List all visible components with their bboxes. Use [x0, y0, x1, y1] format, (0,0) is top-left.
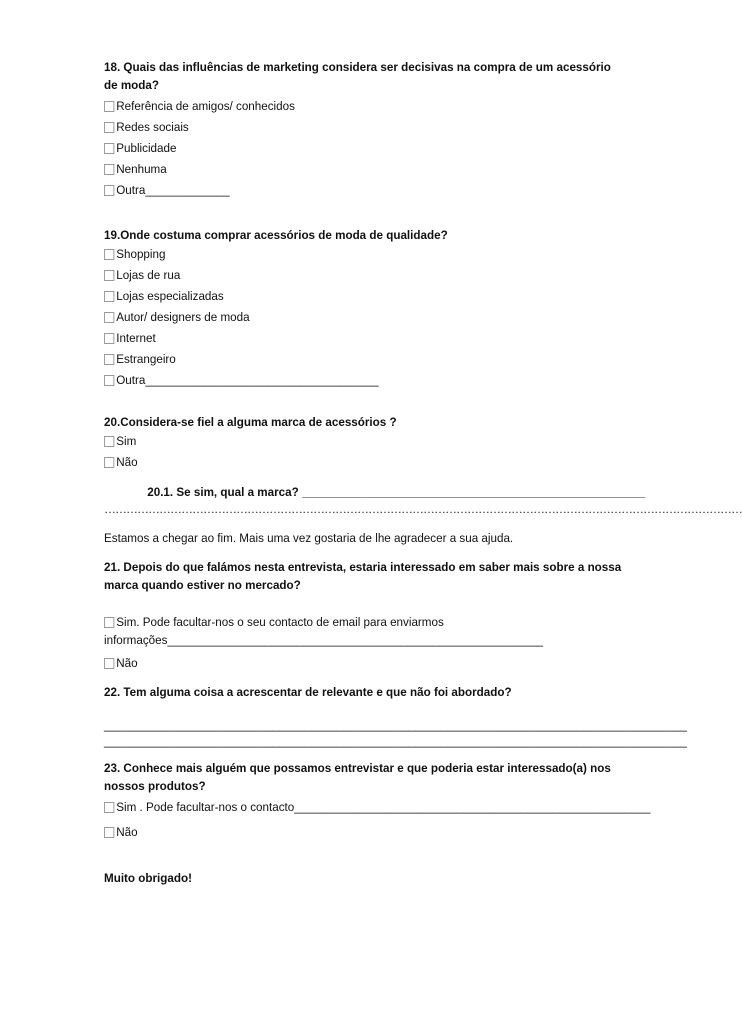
checkbox-option[interactable]: Sim . Pode facultar-nos o contacto_______________________________________________________: [104, 797, 627, 818]
checkbox-option[interactable]: Sim: [104, 431, 627, 452]
checkbox-option[interactable]: Outra____________________________________: [104, 370, 627, 391]
question-19-title: 19.Onde costuma comprar acessórios de moda de qualidade?: [104, 228, 448, 242]
checkbox-option[interactable]: Sim. Pode facultar-nos o seu contacto de email para enviarmos: [104, 614, 627, 631]
checkbox-option[interactable]: Lojas especializadas: [104, 286, 627, 307]
checkbox-option[interactable]: Não: [104, 653, 627, 674]
answer-line[interactable]: __________________________________________________________________________________________: [104, 718, 687, 732]
checkbox-icon[interactable]: [104, 375, 114, 386]
checkbox-icon[interactable]: [104, 617, 114, 628]
thanks-text: Muito obrigado!: [104, 871, 192, 885]
dotted-line: …………………………………………………………………………………………………………………………………………………………: [104, 502, 742, 516]
checkbox-icon[interactable]: [104, 270, 114, 281]
closing-note: Estamos a chegar ao fim. Mais uma vez gostaria de lhe agradecer a sua ajuda.: [104, 531, 514, 545]
checkbox-option[interactable]: Autor/ designers de moda: [104, 307, 627, 328]
question-23-title: 23. Conhece mais alguém que possamos entrevistar e que poderia estar interessado(a) nos nossos produtos?: [104, 761, 611, 793]
checkbox-icon[interactable]: [104, 291, 114, 302]
checkbox-icon[interactable]: [104, 333, 114, 344]
checkbox-icon[interactable]: [104, 122, 114, 133]
checkbox-option[interactable]: Publicidade: [104, 138, 627, 159]
checkbox-icon[interactable]: [104, 827, 114, 838]
checkbox-icon[interactable]: [104, 185, 114, 196]
question-21-title: 21. Depois do que falámos nesta entrevista, estaria interessado em saber mais sobre a nossa marca quando estiver no mercado?: [104, 560, 622, 592]
question-18-title: 18. Quais das influências de marketing considera ser decisivas na compra de um acessório de moda?: [104, 60, 611, 92]
checkbox-icon[interactable]: [104, 164, 114, 175]
checkbox-icon[interactable]: [104, 101, 114, 112]
answer-line[interactable]: __________________________________________________________________________________________: [104, 734, 687, 748]
checkbox-option[interactable]: Estrangeiro: [104, 349, 627, 370]
checkbox-option[interactable]: Referência de amigos/ conhecidos: [104, 96, 627, 117]
checkbox-icon[interactable]: [104, 249, 114, 260]
checkbox-icon[interactable]: [104, 457, 114, 468]
checkbox-icon[interactable]: [104, 436, 114, 447]
question-22-title: 22. Tem alguma coisa a acrescentar de relevante e que não foi abordado?: [104, 685, 512, 699]
checkbox-icon[interactable]: [104, 143, 114, 154]
checkbox-icon[interactable]: [104, 802, 114, 813]
checkbox-option[interactable]: Outra_____________: [104, 180, 627, 201]
checkbox-icon[interactable]: [104, 312, 114, 323]
checkbox-option[interactable]: Lojas de rua: [104, 265, 627, 286]
question-20-title: 20.Considera-se fiel a alguma marca de acessórios ?: [104, 415, 397, 429]
checkbox-icon[interactable]: [104, 354, 114, 365]
checkbox-option[interactable]: Não: [104, 822, 627, 843]
checkbox-option[interactable]: Shopping: [104, 244, 627, 265]
questionnaire-page: [104, 58, 742, 887]
question-20-1-brand-field[interactable]: 20.1. Se sim, qual a marca? _____________________________________________________: [147, 485, 646, 499]
checkbox-option[interactable]: Internet: [104, 328, 627, 349]
checkbox-option[interactable]: Redes sociais: [104, 117, 627, 138]
email-contact-field[interactable]: informações__________________________________________________________: [104, 633, 544, 647]
checkbox-icon[interactable]: [104, 658, 114, 669]
checkbox-option[interactable]: Nenhuma: [104, 159, 627, 180]
checkbox-option[interactable]: Não: [104, 452, 627, 473]
